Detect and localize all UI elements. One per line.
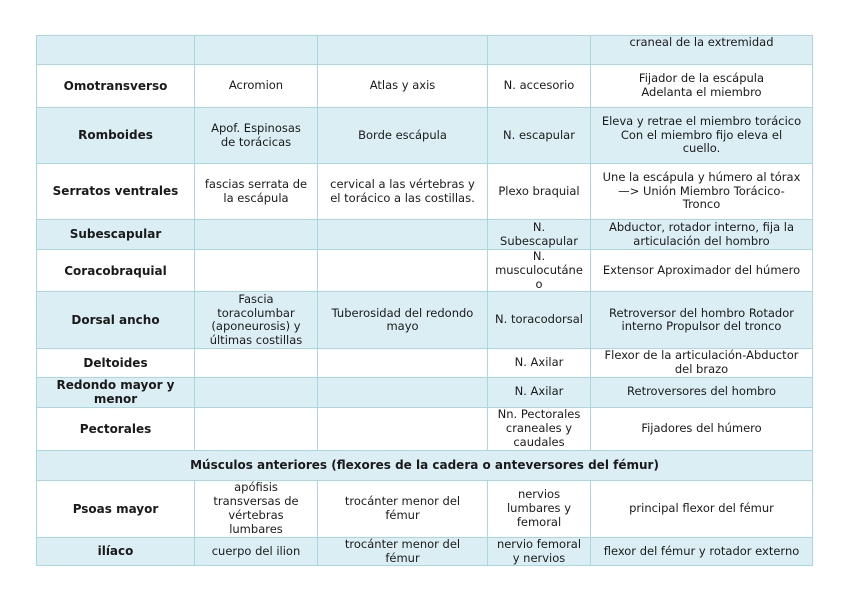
cell-nerve: N. musculocutáne o <box>488 250 591 292</box>
cell-name: Deltoides <box>37 349 195 378</box>
cell-origin: Apof. Espinosas de torácicas <box>195 108 318 164</box>
cell-name: Dorsal ancho <box>37 292 195 349</box>
cell-nerve: nervios lumbares y femoral <box>488 480 591 537</box>
cell-insertion: trocánter menor del fémur <box>318 537 488 566</box>
cell-function: Une la escápula y húmero al tórax —> Unión Miembro Torácico- Tronco <box>591 164 813 220</box>
cell-function: principal flexor del fémur <box>591 480 813 537</box>
cell-name: Serratos ventrales <box>37 164 195 220</box>
cell-name: Omotransverso <box>37 65 195 108</box>
cell-insertion: trocánter menor del fémur <box>318 480 488 537</box>
cell-origin: apófisis transversas de vértebras lumbares <box>195 480 318 537</box>
table-row <box>37 36 813 65</box>
cell-name: Romboides <box>37 108 195 164</box>
cell-name: Coracobraquial <box>37 250 195 292</box>
cell-origin <box>195 377 318 407</box>
cell-nerve: nervio femoral y nervios <box>488 537 591 566</box>
cell-insertion: Atlas y axis <box>318 65 488 108</box>
table-row <box>37 537 813 566</box>
cell-origin <box>195 250 318 292</box>
cell-insertion: Tuberosidad del redondo mayo <box>318 292 488 349</box>
cell-function: Retroversor del hombro Rotador interno Propulsor del tronco <box>591 292 813 349</box>
cell-name: Psoas mayor <box>37 480 195 537</box>
cell-function: Eleva y retrae el miembro torácico Con el miembro fijo eleva el cuello. <box>591 108 813 164</box>
cell-origin: cuerpo del ilion <box>195 537 318 566</box>
cell-function: Extensor Aproximador del húmero <box>591 250 813 292</box>
cell-nerve: N. toracodorsal <box>488 292 591 349</box>
cell-origin <box>195 220 318 250</box>
cell-nerve: N. Axilar <box>488 377 591 407</box>
cell-function: Abductor, rotador interno, fija la articulación del hombro <box>591 220 813 250</box>
cell-nerve: N. Axilar <box>488 349 591 378</box>
cell-origin: Fascia toracolumbar (aponeurosis) y últimas costillas <box>195 292 318 349</box>
table-row <box>37 220 813 250</box>
table-row <box>37 250 813 292</box>
cell-name: Pectorales <box>37 407 195 450</box>
cell-origin <box>195 407 318 450</box>
cell-nerve: N. Subescapular <box>488 220 591 250</box>
cell-function: Retroversores del hombro <box>591 377 813 407</box>
cell-origin <box>195 349 318 378</box>
cell-insertion <box>318 36 488 65</box>
section-title: Músculos anteriores (flexores de la cadera o anteversores del fémur) <box>37 450 813 480</box>
cell-nerve: Nn. Pectorales craneales y caudales <box>488 407 591 450</box>
cell-insertion: cervical a las vértebras y el torácico a las costillas. <box>318 164 488 220</box>
cell-function: Flexor de la articulación-Abductor del brazo <box>591 349 813 378</box>
table-row <box>37 292 813 349</box>
cell-insertion: Borde escápula <box>318 108 488 164</box>
cell-origin: fascias serrata de la escápula <box>195 164 318 220</box>
table-row <box>37 480 813 537</box>
table-row <box>37 377 813 407</box>
cell-insertion <box>318 220 488 250</box>
table-row <box>37 349 813 378</box>
cell-nerve: Plexo braquial <box>488 164 591 220</box>
cell-insertion <box>318 377 488 407</box>
cell-name: Redondo mayor y menor <box>37 377 195 407</box>
cell-name: Subescapular <box>37 220 195 250</box>
cell-origin <box>195 36 318 65</box>
cell-name: ilíaco <box>37 537 195 566</box>
cell-origin: Acromion <box>195 65 318 108</box>
cell-function: Fijador de la escápula Adelanta el miembro <box>591 65 813 108</box>
cell-name <box>37 36 195 65</box>
table-row <box>37 65 813 108</box>
cell-insertion <box>318 407 488 450</box>
table-row <box>37 108 813 164</box>
cell-insertion <box>318 250 488 292</box>
cell-nerve: N. accesorio <box>488 65 591 108</box>
cell-function: craneal de la extremidad <box>591 36 813 65</box>
table-row <box>37 407 813 450</box>
cell-function: flexor del fémur y rotador externo <box>591 537 813 566</box>
cell-function: Fijadores del húmero <box>591 407 813 450</box>
table-row <box>37 164 813 220</box>
cell-insertion <box>318 349 488 378</box>
muscle-table <box>36 35 813 566</box>
cell-nerve: N. escapular <box>488 108 591 164</box>
section-header-row <box>37 450 813 480</box>
cell-nerve <box>488 36 591 65</box>
